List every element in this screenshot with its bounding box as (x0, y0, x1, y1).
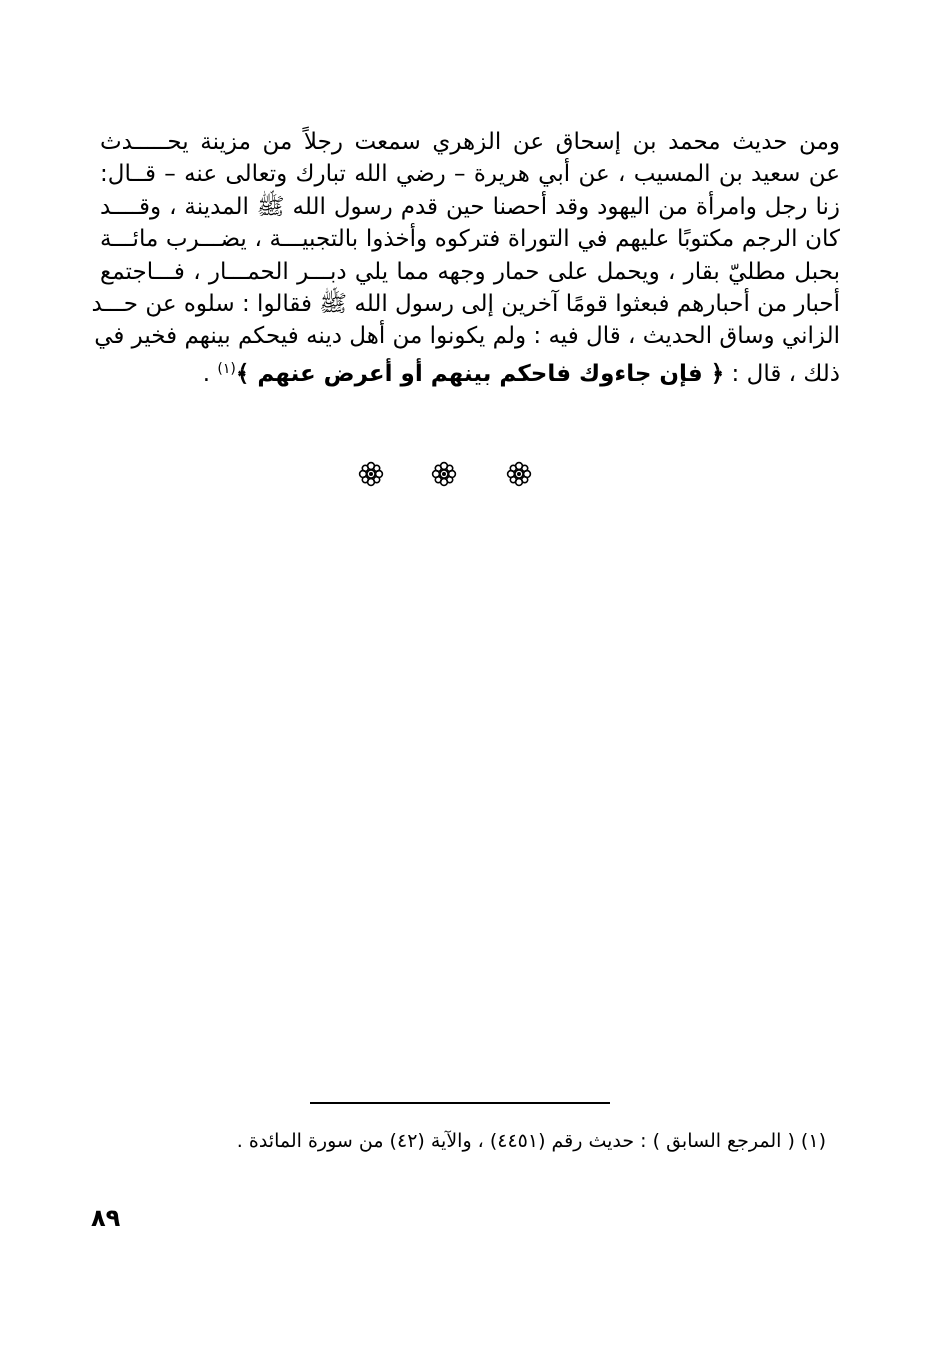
page-number: ٨٩ (91, 1204, 121, 1232)
text-line-1: ومن حديث محمد بن إسحاق عن الزهري سمعت رجلاً من مزينة يحـــــدث (100, 129, 840, 155)
footnote-reference: (١) (217, 360, 236, 377)
text-line-6: أحبار من أحبارهم فبعثوا قومًا آخرين إلى رسول الله ﷺ فقالوا : سلوه عن حـــد (91, 290, 840, 317)
text-line-7: الزاني وساق الحديث ، قال فيه : ولم يكونوا من أهل دينه فيحكم بينهم فخير في (94, 323, 840, 350)
text-line-2: عن سعيد بن المسيب ، عن أبي هريرة – رضي الله تبارك وتعالى عنه – قــال: (100, 161, 840, 188)
text-line-5: بحبل مطليّ بقار ، ويحمل على حمار وجهه مما يلي دبـــر الحمـــار ، فـــاجتمع (100, 258, 840, 285)
text-line-8-prefix: ذلك ، قال : (724, 360, 840, 387)
flower-ornament-icon (505, 460, 533, 488)
section-divider (0, 460, 946, 494)
flower-ornament-icon (357, 460, 385, 488)
text-line-4: كان الرجم مكتوبًا عليهم في التوراة فتركوه وأخذوا بالتجبيـــة ، يضـــرب مائـــة (100, 226, 840, 253)
text-line-8-suffix: . (202, 360, 218, 387)
main-paragraph (91, 126, 840, 387)
footnote-separator (310, 1102, 610, 1104)
text-line-3: زنا رجل وامرأة من اليهود وقد أحصنا حين قدم رسول الله ﷺ المدينة ، وقــــد (100, 193, 840, 220)
footnote: (١) ( المرجع السابق ) : حديث رقم (٤٤٥١) ، والآية (٤٢) من سورة المائدة . (236, 1130, 826, 1152)
quran-verse: ﴿ فإن جاءوك فاحكم بينهم أو أعرض عنهم ﴾ (235, 360, 725, 387)
flower-ornament-icon (430, 460, 458, 488)
text-line-8 (100, 353, 840, 385)
